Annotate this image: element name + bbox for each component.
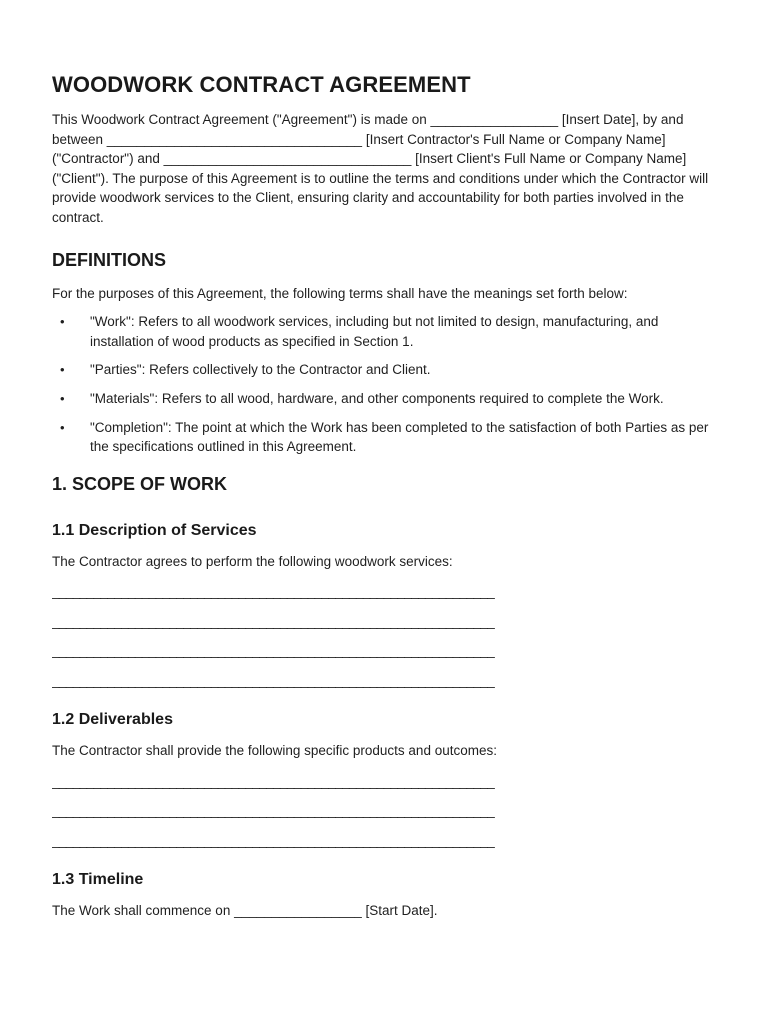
intro-paragraph: This Woodwork Contract Agreement ("Agreement") is made on _________________ [Insert Date], by and between __________________________________ [Insert Contractor's Full Name or Company Name] ("Contractor") and _________________________________ [Insert Client's Full Name or Company Name] ("Client"). The purpose of this Agreement is to outline the terms and conditions under which the Contractor will provide woodwork services to the Client, ensuring clarity and accountability for both parties involved in the contract. bbox=[52, 112, 709, 225]
document-title: WOODWORK CONTRACT AGREEMENT bbox=[52, 72, 471, 97]
blank-line: ________________________________________________________________ bbox=[52, 773, 495, 789]
definition-item-parties bbox=[52, 360, 720, 380]
timeline-text: The Work shall commence on _________________ [Start Date]. bbox=[52, 903, 438, 919]
definitions-list bbox=[52, 312, 720, 457]
bullet-icon: • bbox=[60, 390, 65, 406]
bullet-icon: • bbox=[60, 314, 65, 330]
deliverables-blank-lines bbox=[52, 767, 720, 856]
blank-line: ________________________________________________________________ bbox=[52, 832, 495, 848]
definitions-intro: For the purposes of this Agreement, the following terms shall have the meanings set forth below: bbox=[52, 285, 628, 301]
blank-line: ________________________________________________________________ bbox=[52, 803, 495, 819]
description-heading: 1.1 Description of Services bbox=[52, 521, 257, 539]
bullet-icon: • bbox=[60, 419, 65, 435]
bullet-icon: • bbox=[60, 362, 65, 378]
deliverables-text: The Contractor shall provide the following specific products and outcomes: bbox=[52, 743, 497, 759]
document-page bbox=[52, 70, 720, 921]
definition-text: "Materials": Refers to all wood, hardware, and other components required to complete the Work. bbox=[90, 390, 664, 406]
definition-item-completion bbox=[52, 418, 720, 457]
blank-line: ________________________________________________________________ bbox=[52, 613, 495, 629]
deliverables-heading: 1.2 Deliverables bbox=[52, 711, 173, 729]
definition-text: "Work": Refers to all woodwork services, including but not limited to design, manufacturing, and installation of wood products as specified in Section 1. bbox=[90, 314, 659, 349]
timeline-heading: 1.3 Timeline bbox=[52, 871, 144, 889]
scope-heading: 1. SCOPE OF WORK bbox=[52, 473, 228, 494]
blank-line: ________________________________________________________________ bbox=[52, 672, 495, 688]
definition-text: "Completion": The point at which the Work has been completed to the satisfaction of both Parties as per the specifications outlined in this Agreement. bbox=[90, 419, 709, 455]
blank-line: ________________________________________________________________ bbox=[52, 584, 495, 600]
description-blank-lines bbox=[52, 577, 720, 695]
blank-line: ________________________________________________________________ bbox=[52, 643, 495, 659]
definition-item-work bbox=[52, 312, 720, 351]
definition-item-materials bbox=[52, 389, 720, 409]
definitions-heading: DEFINITIONS bbox=[52, 249, 167, 270]
definition-text: "Parties": Refers collectively to the Contractor and Client. bbox=[90, 362, 431, 378]
description-text: The Contractor agrees to perform the following woodwork services: bbox=[52, 553, 453, 569]
